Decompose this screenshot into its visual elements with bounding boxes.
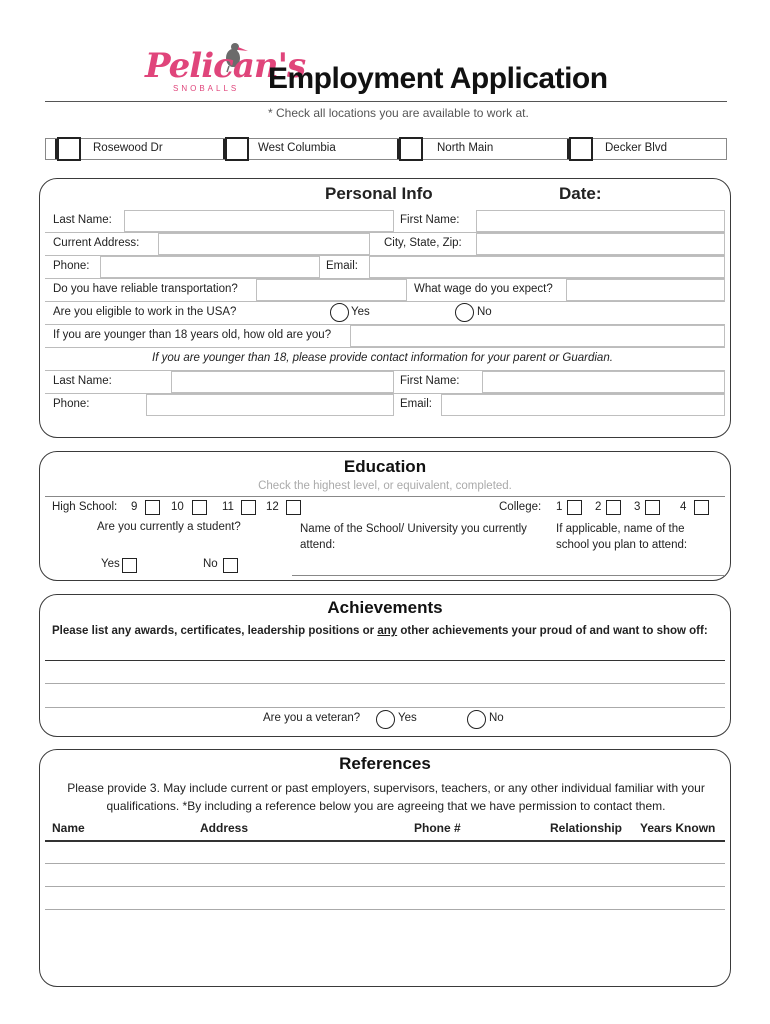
achievements-title: Achievements — [327, 598, 443, 617]
logo-subtext: SNOBALLS — [173, 84, 240, 93]
hs-level-11-label: 11 — [222, 501, 234, 513]
ref-col-phone: Phone # — [414, 821, 461, 835]
college-level-4-checkbox[interactable] — [694, 500, 709, 515]
eligible-label: Are you eligible to work in the USA? — [53, 306, 237, 318]
location-label-west-columbia: West Columbia — [258, 142, 336, 154]
wage-label: What wage do you expect? — [414, 283, 553, 295]
eligible-no-label: No — [477, 306, 492, 318]
eligible-yes-radio[interactable] — [330, 303, 349, 322]
guardian-last-name-field[interactable] — [171, 371, 394, 393]
current-address-field[interactable] — [158, 233, 370, 255]
eligible-yes-label: Yes — [351, 306, 370, 318]
logo-text: Pelican's — [145, 46, 306, 86]
email-field[interactable] — [369, 256, 725, 278]
ref-col-address: Address — [200, 821, 249, 835]
college-level-3-checkbox[interactable] — [645, 500, 660, 515]
student-yes-label: Yes — [101, 558, 120, 570]
college-level-2-checkbox[interactable] — [606, 500, 621, 515]
achievements-prompt-pre: Please list any awards, certificates, leadership positions or — [52, 625, 378, 637]
ref-col-relationship: Relationship — [550, 821, 623, 835]
veteran-question: Are you a veteran? — [263, 712, 361, 724]
education-subtitle: Check the highest level, or equivalent, completed. — [258, 480, 512, 492]
guardian-first-name-label: First Name: — [400, 375, 460, 387]
hs-level-9-label: 9 — [131, 501, 138, 513]
current-address-label: Current Address: — [53, 237, 140, 249]
achievements-line-2[interactable] — [45, 685, 725, 708]
education-title: Education — [343, 457, 427, 476]
phone-field[interactable] — [100, 256, 320, 278]
last-name-label: Last Name: — [53, 214, 112, 226]
student-no-checkbox[interactable] — [223, 558, 238, 573]
ref-col-name: Name — [52, 821, 85, 835]
transportation-field[interactable] — [256, 279, 407, 301]
last-name-field[interactable] — [124, 210, 394, 232]
hs-level-9-checkbox[interactable] — [145, 500, 160, 515]
school-name-field[interactable] — [292, 556, 724, 576]
student-no-label: No — [203, 558, 218, 570]
first-name-field[interactable] — [476, 210, 725, 232]
references-title: References — [339, 754, 431, 773]
achievements-prompt-any: any — [377, 625, 398, 637]
high-school-label: High School: — [52, 501, 118, 513]
page-title: Employment Application — [268, 62, 608, 95]
college-level-2-label: 2 — [595, 501, 602, 513]
hs-level-11-checkbox[interactable] — [241, 500, 256, 515]
guardian-note: If you are younger than 18, please provide contact information for your parent or Guardian. — [152, 352, 613, 364]
location-checkbox-north-main[interactable] — [399, 137, 423, 161]
location-label-decker: Decker Blvd — [605, 142, 667, 154]
hs-level-10-label: 10 — [171, 501, 184, 513]
veteran-no-radio[interactable] — [467, 710, 486, 729]
college-level-1-checkbox[interactable] — [567, 500, 582, 515]
plan-school-question: If applicable, name of the school you plan to attend: — [556, 523, 688, 551]
achievements-prompt-post: other achievements your proud of and want to show off: — [397, 625, 708, 637]
veteran-yes-label: Yes — [398, 712, 417, 724]
location-label-rosewood: Rosewood Dr — [93, 142, 163, 154]
school-name-question: Name of the School/ University you currently attend: — [300, 523, 527, 551]
student-yes-checkbox[interactable] — [122, 558, 137, 573]
veteran-no-label: No — [489, 712, 504, 724]
guardian-phone-label: Phone: — [53, 398, 90, 410]
location-checkbox-west-columbia[interactable] — [225, 137, 249, 161]
location-label-north-main: North Main — [437, 142, 494, 154]
guardian-email-field[interactable] — [441, 394, 725, 416]
hs-level-12-checkbox[interactable] — [286, 500, 301, 515]
guardian-email-label: Email: — [400, 398, 432, 410]
wage-field[interactable] — [566, 279, 725, 301]
personal-info-title: Personal Info — [325, 184, 433, 203]
hs-level-12-label: 12 — [266, 501, 279, 513]
email-label: Email: — [326, 260, 358, 272]
references-intro: Please provide 3. May include current or past employers, supervisors, teachers, or any other individual familiar with your qualifications. *By including a reference below you are agreeing that we have permission to contact them. — [67, 781, 705, 813]
city-state-zip-label: City, State, Zip: — [384, 237, 462, 249]
guardian-last-name-label: Last Name: — [53, 375, 112, 387]
college-level-4-label: 4 — [680, 501, 687, 513]
achievements-line-1[interactable] — [45, 661, 725, 684]
college-level-1-label: 1 — [556, 501, 563, 513]
reference-row-3[interactable] — [45, 888, 725, 910]
date-label: Date: — [559, 184, 602, 203]
reference-row-1[interactable] — [45, 842, 725, 864]
title-underline — [45, 101, 727, 102]
check-note: * Check all locations you are available to work at. — [268, 106, 529, 120]
location-bar — [45, 138, 727, 160]
city-state-zip-field[interactable] — [476, 233, 725, 255]
transportation-label: Do you have reliable transportation? — [53, 283, 238, 295]
phone-label: Phone: — [53, 260, 90, 272]
college-level-3-label: 3 — [634, 501, 641, 513]
student-question: Are you currently a student? — [97, 521, 241, 533]
veteran-yes-radio[interactable] — [376, 710, 395, 729]
hs-level-10-checkbox[interactable] — [192, 500, 207, 515]
guardian-phone-field[interactable] — [146, 394, 394, 416]
younger-age-label: If you are younger than 18 years old, how old are you? — [53, 329, 332, 341]
logo — [145, 38, 306, 104]
reference-row-2[interactable] — [45, 865, 725, 887]
location-checkbox-decker[interactable] — [569, 137, 593, 161]
ref-col-years-known: Years Known — [640, 821, 716, 835]
guardian-first-name-field[interactable] — [482, 371, 725, 393]
location-checkbox-rosewood[interactable] — [57, 137, 81, 161]
eligible-no-radio[interactable] — [455, 303, 474, 322]
achievements-prompt — [52, 623, 722, 640]
first-name-label: First Name: — [400, 214, 460, 226]
younger-age-field[interactable] — [350, 325, 725, 347]
college-label: College: — [499, 501, 542, 513]
